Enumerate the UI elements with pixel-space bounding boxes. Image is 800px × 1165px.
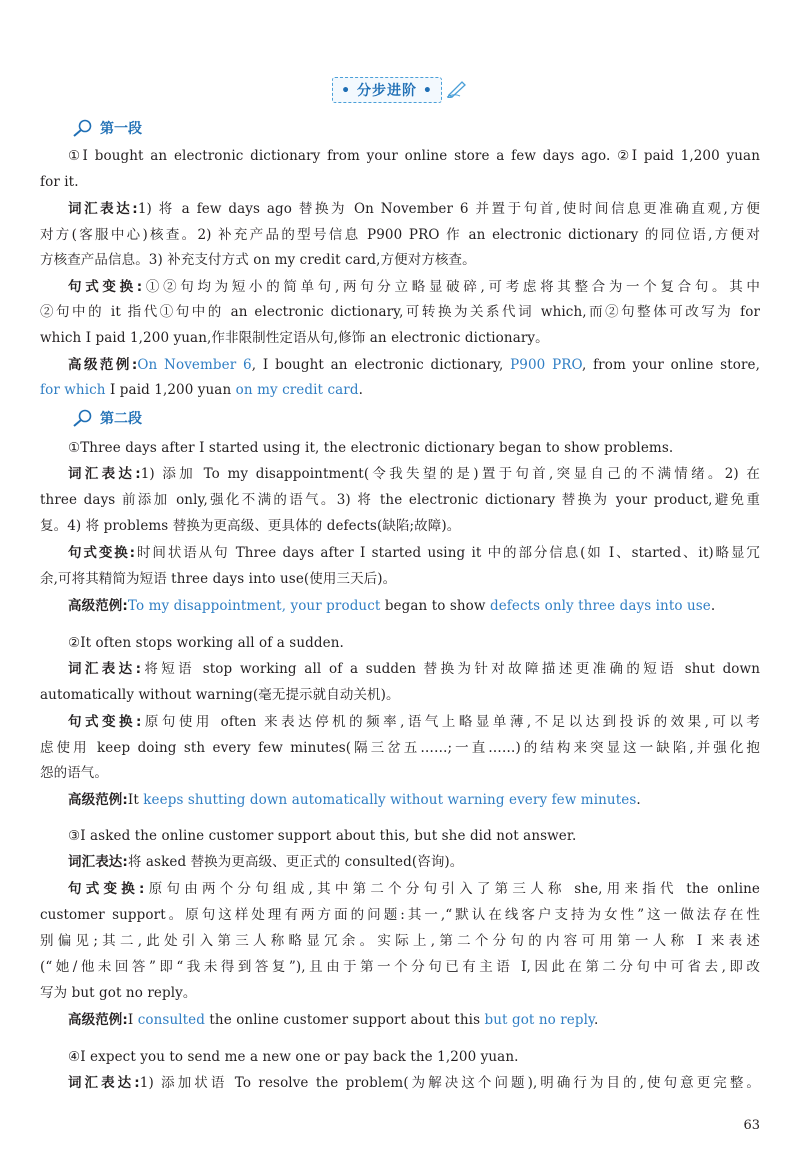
label-example: 高级范例: — [68, 357, 138, 373]
section-heading-1 — [72, 118, 142, 138]
example-line: 高级范例:On November 6, I bought an electronic dictionary, P900 PRO, from your online store, — [68, 357, 760, 373]
text-line: 句式变换:原句使用 often 来表达停机的频率,语气上略显单薄,不足以达到投诉的效果,可以考 — [68, 714, 760, 730]
text-line: ①I bought an electronic dictionary from your online store a few days ago. ②I paid 1,200 yuan — [68, 148, 760, 164]
section-banner — [0, 77, 800, 103]
text-line: (“她/他未回答”即“我未得到答复”),且由于第一个分句已有主语 I,因此在第二分句中可省去,即改 — [40, 959, 760, 975]
text-line: for it. — [40, 174, 79, 190]
page-number: 63 — [743, 1118, 760, 1133]
section-title: 第一段 — [100, 121, 142, 137]
text-line: 复。4) 将 problems 替换为更高级、更具体的 defects(缺陷;故障)。 — [40, 518, 461, 534]
text-line: automatically without warning(毫无提示就自动关机)。 — [40, 687, 400, 703]
example-line: 高级范例:To my disappointment, your product began to show defects only three days into use. — [68, 598, 716, 614]
text-line: 余,可将其精简为短语 three days into use(使用三天后)。 — [40, 571, 397, 587]
example-line: 高级范例:I consulted the online customer support about this but got no reply. — [68, 1012, 599, 1028]
text-line: 词汇表达:将 asked 替换为更高级、更正式的 consulted(咨询)。 — [68, 854, 464, 870]
text-line: 词汇表达:1) 添加 To my disappointment(令我失望的是)置于句首,突显自己的不满情绪。2) 在 — [68, 466, 760, 482]
text-line: ④I expect you to send me a new one or pay back the 1,200 yuan. — [68, 1049, 519, 1065]
text-line: 词汇表达:1) 将 a few days ago 替换为 On November 6 并置于句首,使时间信息更准确直观,方便 — [68, 201, 761, 217]
text-line: 词汇表达:将短语 stop working all of a sudden 替换为针对故障描述更准确的短语 shut down — [68, 661, 760, 677]
text-line: ③I asked the online customer support about this, but she did not answer. — [68, 828, 577, 844]
section-heading-2 — [72, 408, 142, 428]
text-line: 句式变换:原句由两个分句组成,其中第二个分句引入了第三人称 she,用来指代 the online — [68, 881, 761, 897]
label-syntax: 句式变换: — [68, 279, 143, 295]
banner-title: • 分步进阶 • — [332, 77, 442, 103]
text-line: 方核查产品信息。3) 补充支付方式 on my credit card,方便对方核查。 — [40, 252, 476, 268]
text-line: customer support。原句这样处理有两方面的问题:其一,“默认在线客户支持为女性”这一做法存在性 — [40, 907, 760, 923]
text-line: 词汇表达:1) 添加状语 To resolve the problem(为解决这个问题),明确行为目的,使句意更完整。 — [68, 1075, 760, 1091]
example-line: for which I paid 1,200 yuan on my credit card. — [40, 382, 363, 398]
text-line: 对方(客服中心)核查。2) 补充产品的型号信息 P900 PRO 作 an electronic dictionary 的同位语,方便对 — [40, 227, 760, 243]
example-line: 高级范例:It keeps shutting down automatically without warning every few minutes. — [68, 792, 641, 808]
text-line: 虑使用 keep doing sth every few minutes(隔三岔五……;一直……)的结构来突显这一缺陷,并强化抱 — [40, 740, 760, 756]
section-title: 第二段 — [100, 411, 142, 427]
text-line: ②It often stops working all of a sudden. — [68, 635, 344, 651]
text-line: 句式变换:①②句均为短小的简单句,两句分立略显破碎,可考虑将其整合为一个复合句。其中 — [68, 279, 761, 295]
text-line: 怨的语气。 — [40, 765, 108, 781]
text-line: three days 前添加 only,强化不满的语气。3) 将 the electronic dictionary 替换为 your product,避免重 — [40, 492, 760, 508]
text-line: ②句中的 it 指代①句中的 an electronic dictionary,可转换为关系代词 which,而②句整体可改写为 for — [40, 304, 760, 320]
magnifier-icon — [72, 409, 94, 427]
text-line: which I paid 1,200 yuan,作非限制性定语从句,修饰 an electronic dictionary。 — [40, 330, 549, 346]
text-line: ①Three days after I started using it, the electronic dictionary began to show problems. — [68, 440, 674, 456]
text-line: 别偏见;其二,此处引入第三人称略显冗余。实际上,第二个分句的内容可用第一人称 I 来表述 — [40, 933, 760, 949]
magnifier-icon — [72, 119, 94, 137]
text-line: 句式变换:时间状语从句 Three days after I started using it 中的部分信息(如 I、started、it)略显冗 — [68, 545, 760, 561]
text-line: 写为 but got no reply。 — [40, 985, 197, 1001]
pen-icon — [446, 78, 468, 102]
label-vocab: 词汇表达: — [68, 201, 138, 217]
